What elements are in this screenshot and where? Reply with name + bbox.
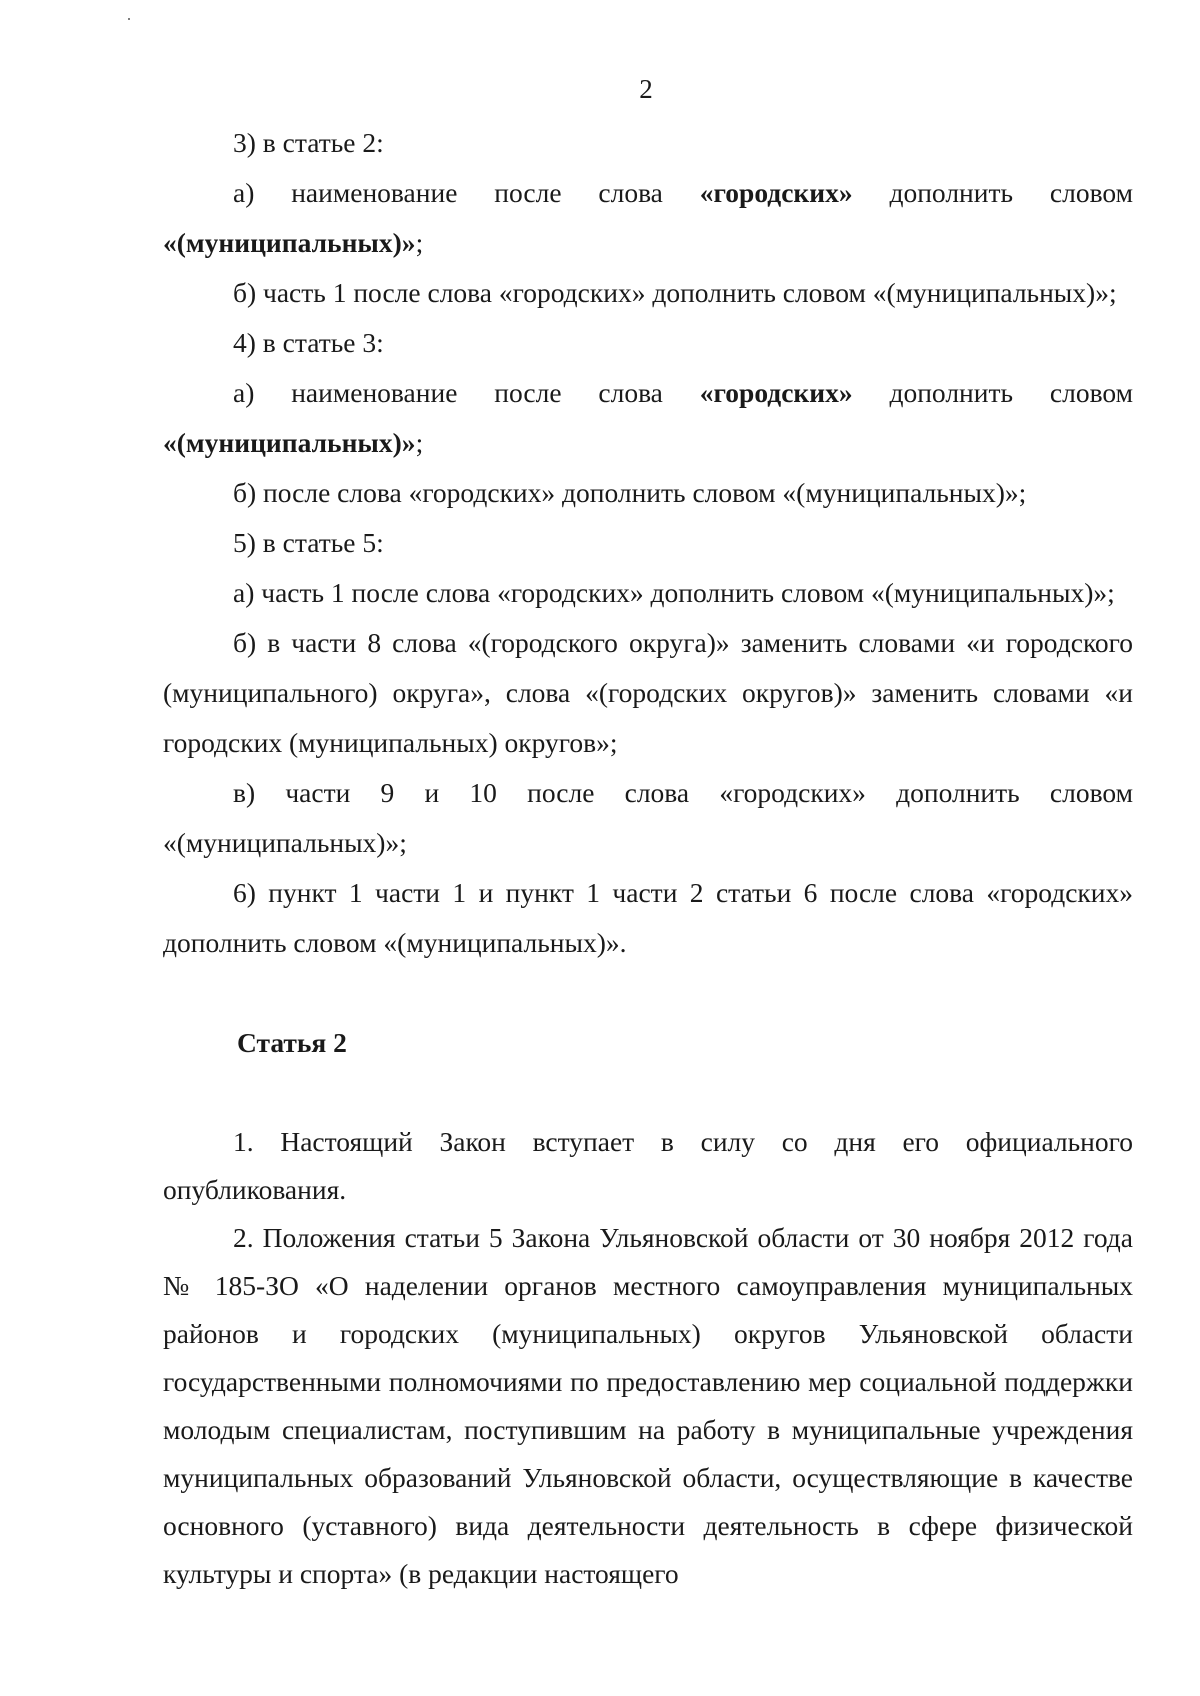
- amendment-3a-word: «городских»: [699, 177, 853, 208]
- amendment-4: 4) в статье 3:: [233, 327, 384, 358]
- amendment-4a-before: а) наименование после слова: [233, 377, 700, 408]
- amendment-5c: в) части 9 и 10 после слова «городских» дополнить словом «(муниципальных)»;: [163, 777, 1133, 858]
- amendment-5: 5) в статье 5:: [233, 527, 384, 558]
- amendment-3a: [163, 168, 1133, 268]
- spacer: [163, 1068, 1133, 1118]
- amendment-4a-word: «городских»: [699, 377, 853, 408]
- document-body: [163, 118, 1133, 1598]
- amendment-6: 6) пункт 1 части 1 и пункт 1 части 2 статьи 6 после слова «городских» дополнить словом «(муниципальных)».: [163, 877, 1133, 958]
- amendment-4a-tail: ;: [415, 427, 424, 458]
- amendment-4b: б) после слова «городских» дополнить словом «(муниципальных)»;: [233, 477, 1027, 508]
- scan-speck: [128, 18, 130, 20]
- amendment-5a: а) часть 1 после слова «городских» дополнить словом «(муниципальных)»;: [233, 577, 1115, 608]
- amendment-4a-after: дополнить словом: [852, 377, 1133, 408]
- page-number: 2: [639, 74, 653, 104]
- amendment-4a: [163, 368, 1133, 468]
- article-2-heading: Статья 2: [237, 1027, 347, 1058]
- amendment-3a-new-word: «(муниципальных)»: [163, 227, 416, 258]
- article-2-paragraph-2: 2. Положения статьи 5 Закона Ульяновской области от 30 ноября 2012 года № 185-ЗО «О наделении органов местного самоуправления муниципальных районов и городских (муниципальных) округов Ульяновской области государственными полномочиями по предоставлению мер социальной поддержки молодым специалистам, поступившим на работу в муниципальные учреждения муниципальных образований Ульяновской области, осуществляющие в качестве основного (уставного) вида деятельности деятельность в сфере физической культуры и спорта» (в редакции настоящего: [163, 1222, 1133, 1589]
- amendment-3: 3) в статье 2:: [233, 127, 384, 158]
- amendment-3a-tail: ;: [415, 227, 424, 258]
- amendment-5b: б) в части 8 слова «(городского округа)» заменить словами «и городского (муниципального) округа», слова «(городских округов)» заменить словами «и городских (муниципальных) округов»;: [163, 627, 1133, 758]
- article-2-paragraph-1: 1. Настоящий Закон вступает в силу со дня его официального опубликования.: [163, 1126, 1133, 1205]
- amendment-4a-new-word: «(муниципальных)»: [163, 427, 416, 458]
- amendment-3a-after: дополнить словом: [852, 177, 1133, 208]
- spacer: [163, 968, 1133, 1018]
- amendment-3a-before: а) наименование после слова: [233, 177, 700, 208]
- amendment-3b: б) часть 1 после слова «городских» дополнить словом «(муниципальных)»;: [233, 277, 1117, 308]
